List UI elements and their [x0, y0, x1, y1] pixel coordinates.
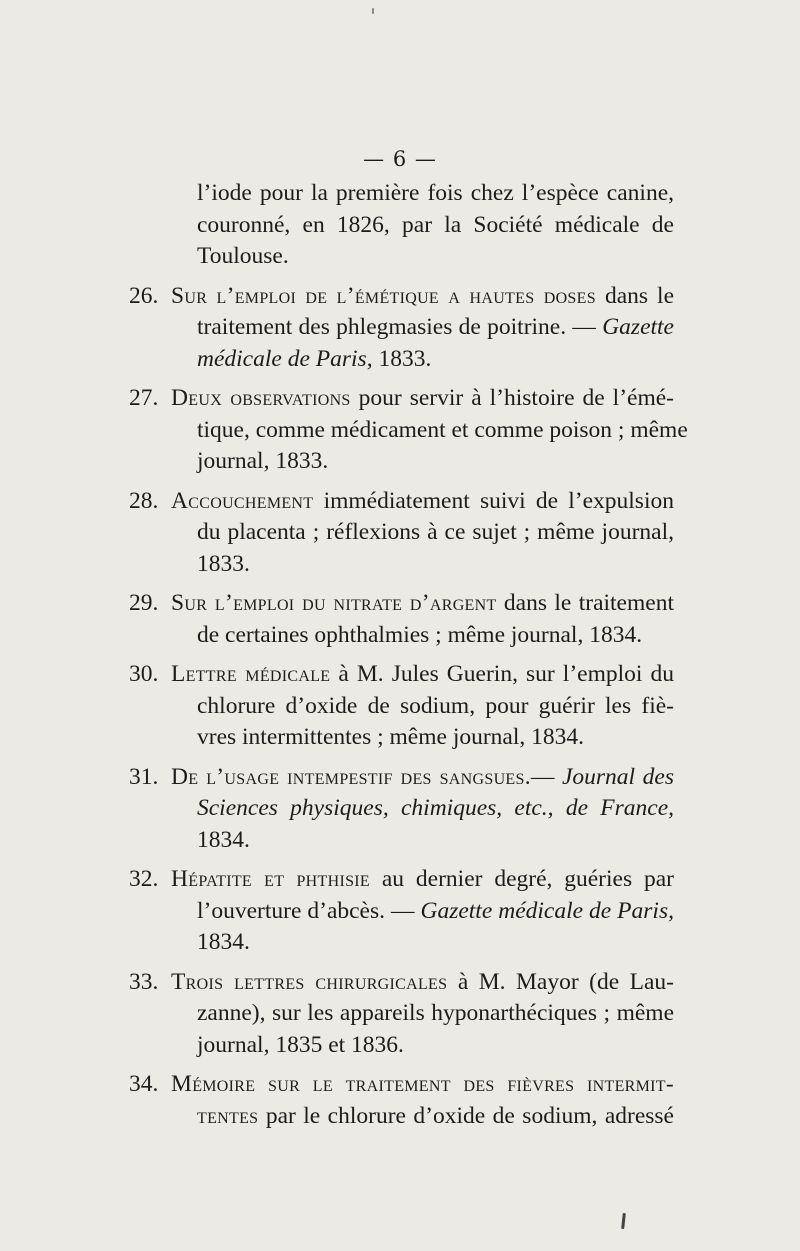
entry-title: tentes: [197, 1102, 259, 1129]
entry-text: à M. Mayor (de Lau-: [447, 968, 674, 995]
text-line: 1834.: [197, 929, 250, 955]
journal-title: Gazette: [602, 314, 674, 340]
ink-speck: [372, 8, 374, 14]
entry-title: Mémoire sur le traitement des fièvres intermit-: [171, 1071, 674, 1097]
entry-first-line: [129, 762, 674, 794]
text-line: Toulouse.: [197, 243, 289, 269]
entry-number: 27.: [129, 385, 159, 411]
entry-30: [129, 659, 674, 754]
text-line: zanne), sur les appareils hyponarthéciques ; même: [197, 1000, 674, 1026]
entry-text: dans le: [595, 282, 674, 309]
text-line: [129, 896, 674, 928]
journal-title: Gazette médicale de Paris,: [420, 897, 674, 924]
text-line: [129, 344, 674, 376]
entry-text: pour servir à l’histoire de l’émé-: [350, 385, 674, 411]
text-line: couronné, en 1826, par la Société médicale de: [197, 211, 674, 238]
entry-29: [129, 588, 674, 651]
entry-number: 34.: [129, 1071, 159, 1097]
entry-title: Trois lettres chirurgicales: [171, 968, 448, 995]
text-line: journal, 1833.: [197, 448, 329, 474]
text-line: journal, 1835 et 1836.: [197, 1031, 404, 1058]
entry-number: 29.: [129, 590, 159, 616]
entry-title: Accouchement: [171, 487, 314, 514]
entry-31: [129, 762, 674, 857]
entry-title: Hépatite et phthisie: [171, 866, 370, 892]
entry-first-line: [129, 383, 674, 415]
entry-number: 33.: [129, 968, 159, 995]
entry-title: Deux observations: [171, 385, 351, 411]
entry-first-line: [129, 1069, 674, 1101]
entry-33: [129, 967, 674, 1062]
entry-first-line: [129, 659, 674, 691]
entry-title: Lettre médicale: [171, 661, 331, 687]
entry-number: 28.: [129, 487, 159, 514]
text-line: du placenta ; réflexions à ce sujet ; même journal,: [197, 519, 674, 545]
entry-first-line: [129, 281, 674, 313]
entry-first-line: [129, 967, 674, 999]
entry-text: immédiatement suivi de l’expulsion: [313, 487, 674, 514]
journal-title: Journal des: [561, 763, 674, 790]
entry-first-line: [129, 588, 674, 620]
text-line: vres intermittentes ; même journal, 1834.: [197, 724, 585, 750]
entry-title: Sur l’emploi du nitrate d’argent: [171, 590, 497, 616]
entry-first-line: [129, 486, 674, 518]
entry-27: [129, 383, 688, 478]
bibliography-list: [129, 178, 688, 1132]
text-line: [129, 312, 674, 344]
entry-34: [129, 1069, 674, 1132]
entry-title: De l’usage intempestif des sangsues.: [171, 763, 531, 790]
entry-first-line: [129, 864, 674, 896]
text-line: 1834.: [197, 826, 250, 853]
text-line: 1833.: [197, 550, 250, 577]
text-line: [129, 1101, 674, 1133]
text-line: chlorure d’oxide de sodium, pour guérir les fiè-: [197, 692, 674, 719]
entry-28: [129, 486, 674, 581]
text-line: l’iode pour la première fois chez l’espèce canine,: [197, 180, 674, 206]
page-number: — 6 —: [363, 147, 437, 171]
entry-text: —: [530, 763, 562, 790]
entry-title: Sur l’emploi de l’émétique a hautes doses: [171, 282, 596, 309]
entry-text: à M. Jules Guerin, sur l’emploi du: [330, 661, 674, 687]
entry-number: 31.: [129, 763, 159, 790]
entry-32: [129, 864, 674, 959]
entry-number: 30.: [129, 661, 159, 687]
entry-text: traitement des phlegmasies de poitrine. —: [197, 314, 603, 340]
entry-26: [129, 281, 674, 376]
journal-title: Sciences physiques, chimiques, etc., de France,: [197, 795, 674, 821]
entry-text: par le chlorure d’oxide de sodium, adressé: [258, 1102, 674, 1129]
entry-text: au dernier degré, guéries par: [370, 866, 674, 892]
continuation-paragraph: [129, 178, 674, 273]
text-line: tique, comme médicament et comme poison ; même: [197, 416, 688, 443]
entry-text: l’ouverture d’abcès. —: [197, 897, 421, 924]
entry-number: 32.: [129, 866, 159, 892]
entry-text: , 1833.: [366, 345, 432, 372]
entry-text: dans le traitement: [496, 590, 674, 616]
ink-speck: [621, 1213, 626, 1229]
entry-number: 26.: [129, 282, 159, 309]
text-line: de certaines ophthalmies ; même journal, 1834.: [197, 621, 643, 648]
journal-title: médicale de Paris: [197, 345, 367, 372]
